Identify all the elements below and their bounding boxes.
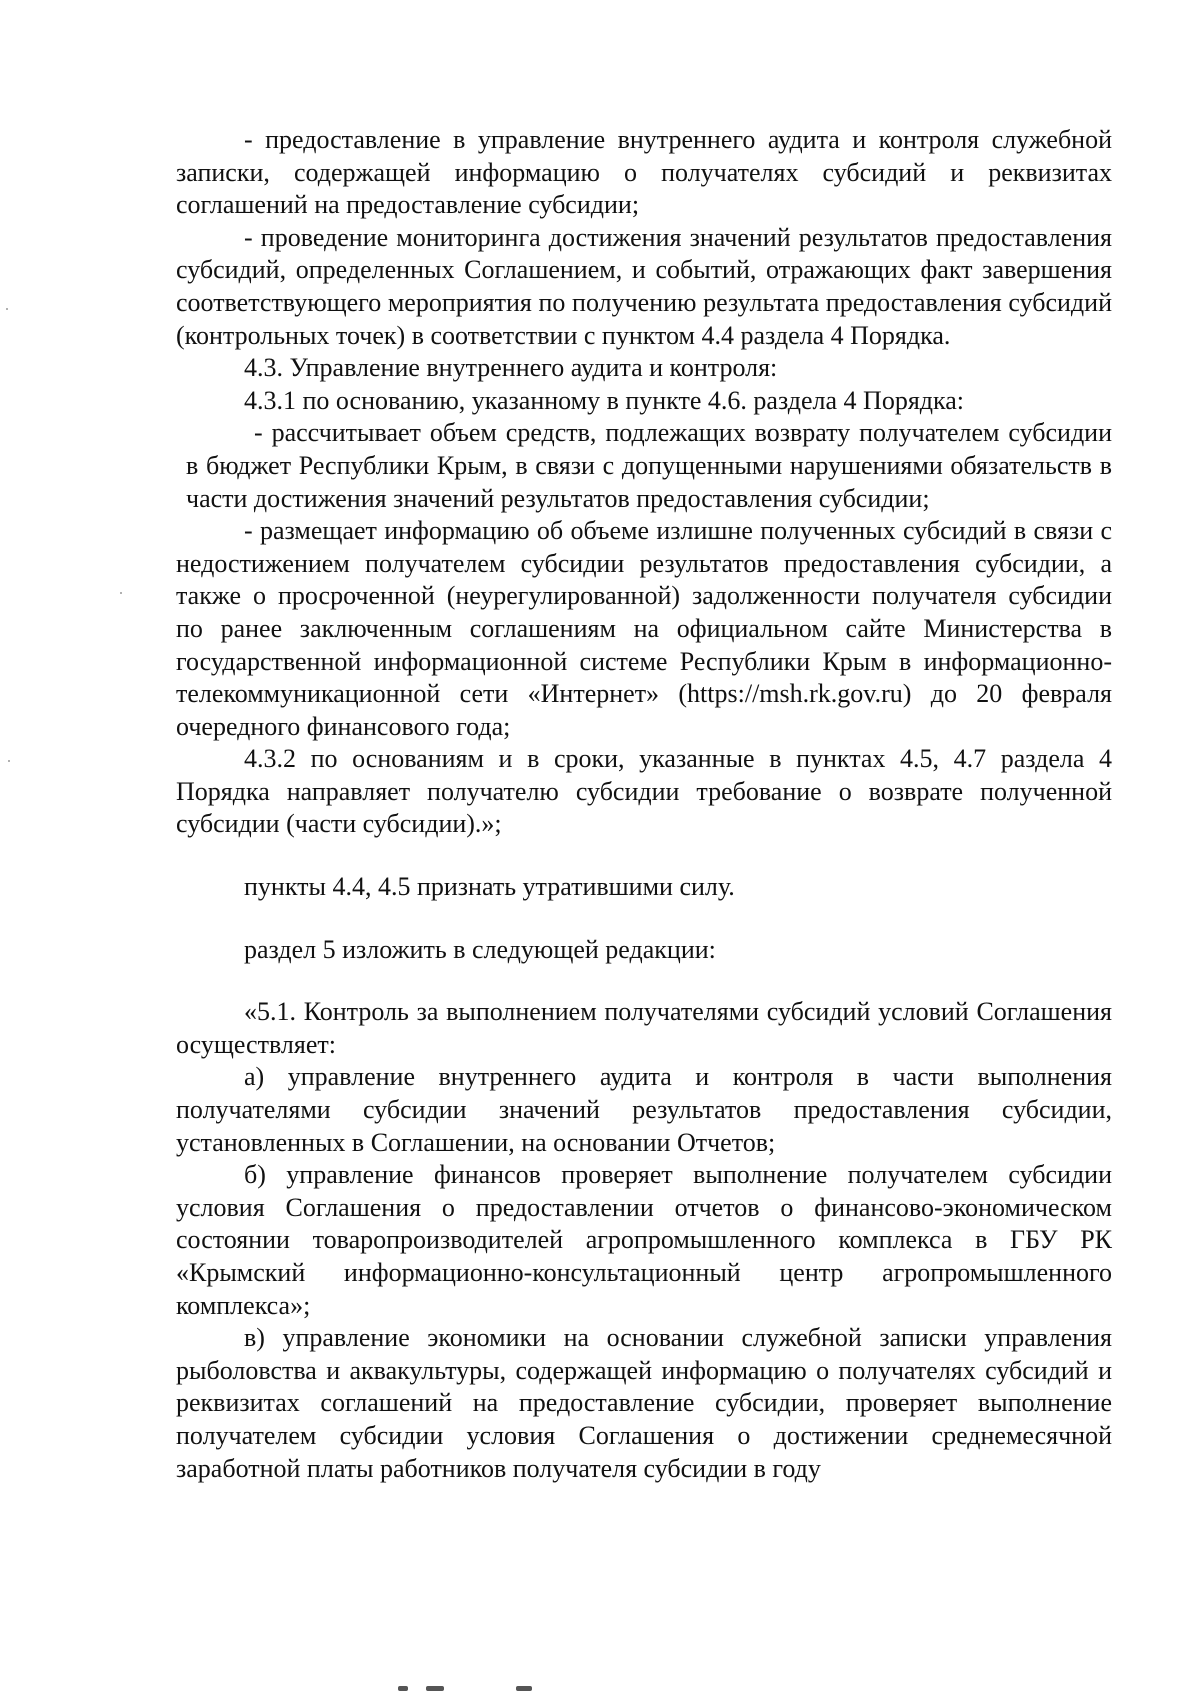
spacer — [176, 904, 1112, 934]
spacer — [176, 966, 1112, 996]
paragraph-4-3-heading: 4.3. Управление внутреннего аудита и контроля: — [244, 353, 778, 383]
paragraph-4-3-2: 4.3.2 по основаниям и в сроки, указанные в пунктах 4.5, 4.7 раздела 4 Порядка направляет получателю субсидии требование о возврате полученной субсидии (части субсидии).»; — [176, 744, 1112, 839]
scan-speck — [8, 760, 10, 762]
paragraph-section-5-intro: раздел 5 изложить в следующей редакции: — [244, 934, 716, 964]
paragraph-calculates-refund: - рассчитывает объем средств, подлежащих возврату получателем субсидии в бюджет Республики Крым, в связи с допущенными нарушениями обязательств в части достижения значений результатов предоставления субсидии; — [186, 418, 1112, 513]
paragraph-5-1-a: а) управление внутреннего аудита и контроля в части выполнения получателями субсидии значений результатов предоставления субсидии, установленных в Соглашении, на основании Отчетов; — [176, 1062, 1112, 1157]
paragraph-4-3-1: 4.3.1 по основанию, указанному в пункте 4.6. раздела 4 Порядка: — [244, 385, 965, 415]
cut-off-bottom-line — [398, 1686, 538, 1692]
paragraph-5-1: «5.1. Контроль за выполнением получателями субсидий условий Соглашения осуществляет: — [176, 997, 1112, 1059]
document-body — [176, 124, 1112, 1485]
paragraph-monitoring: - проведение мониторинга достижения значений результатов предоставления субсидий, определенных Соглашением, и событий, отражающих факт завершения соответствующего мероприятия по получению результата предоставления субсидий (контрольных точек) в соответствии с пунктом 4.4 раздела 4 Порядка. — [176, 222, 1112, 350]
scan-speck — [120, 592, 122, 594]
spacer — [176, 841, 1112, 871]
scan-speck — [6, 308, 8, 310]
paragraph-points-void: пункты 4.4, 4.5 признать утратившими силу. — [244, 872, 735, 902]
paragraph-publishes-info: - размещает информацию об объеме излишне полученных субсидий в связи с недостижением получателем субсидии результатов предоставления субсидии, а также о просроченной (неурегулированной) задолженности получателя субсидии по ранее заключенным соглашениям на официальном сайте Министерства в государственной информационной системе Республики Крым в информационно-телекоммуникационной сети «Интернет» (https://msh.rk.gov.ru) до 20 февраля очередного финансового года; — [176, 516, 1112, 741]
paragraph-5-1-b: б) управление финансов проверяет выполнение получателем субсидии условия Соглашения о предоставлении отчетов о финансово-экономическом состоянии товаропроизводителей агропромышленного комплекса в ГБУ РК «Крымский информационно-консультационный центр агропромышленного комплекса»; — [176, 1160, 1112, 1320]
paragraph-5-1-v: в) управление экономики на основании служебной записки управления рыболовства и аквакультуры, содержащей информацию о получателях субсидий и реквизитах соглашений на предоставление субсидии, проверяет выполнение получателем субсидии условия Соглашения о достижении среднемесячной заработной платы работников получателя субсидии в году — [176, 1323, 1112, 1483]
paragraph-service-note: - предоставление в управление внутреннего аудита и контроля служебной записки, содержащей информацию о получателях субсидий и реквизитах соглашений на предоставление субсидии; — [176, 125, 1112, 220]
